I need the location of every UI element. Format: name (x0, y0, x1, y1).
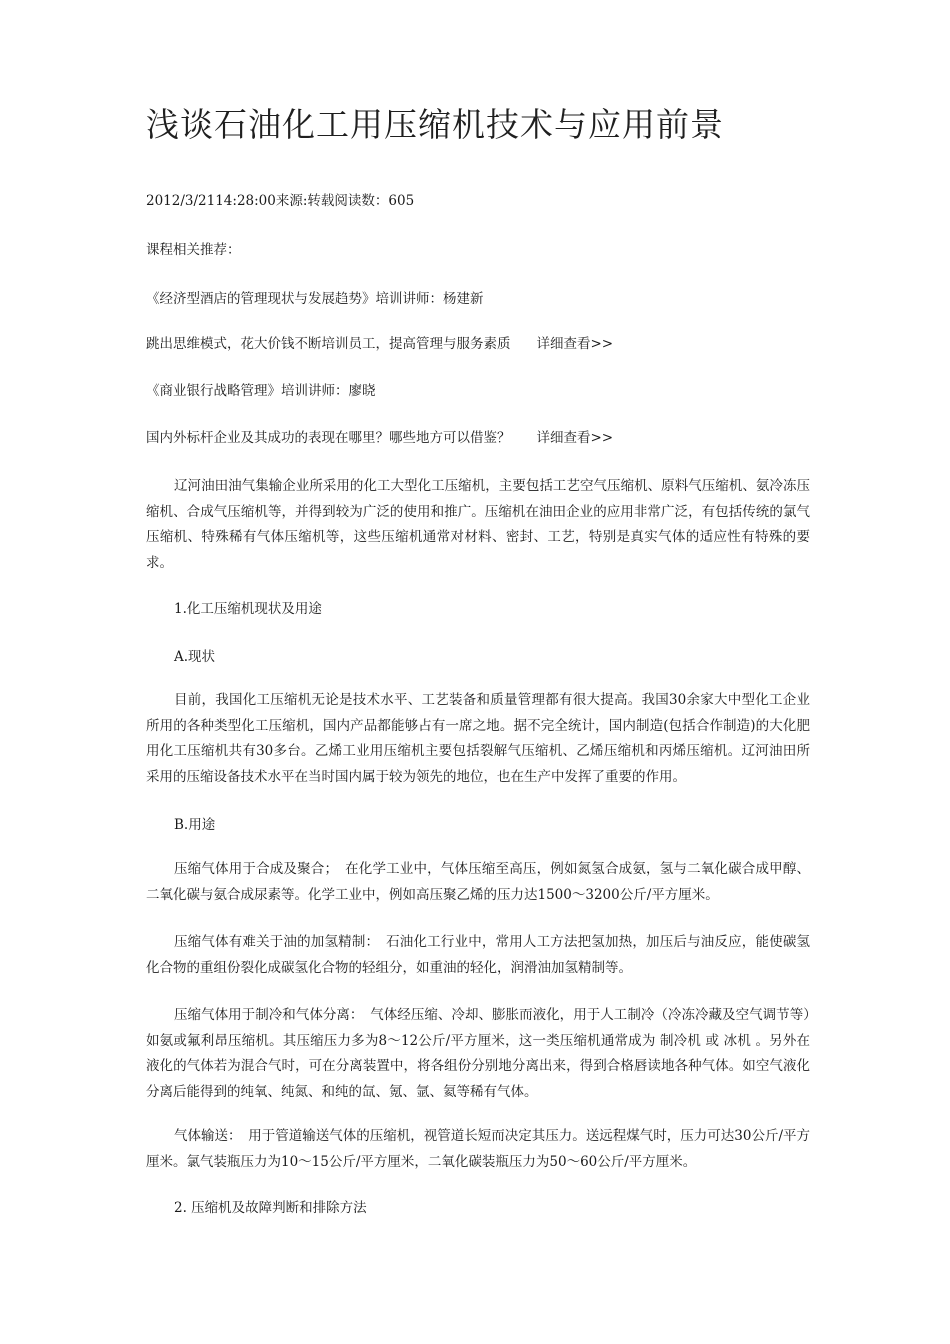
status-paragraph: 目前，我国化工压缩机无论是技术水平、工艺装备和质量管理都有很大提高。我国30余家大中型化工企业所用的各种类型化工压缩机，国内产品都能够占有一席之地。据不完全统计，国内制造(包括合作制造)的大化肥用化工压缩机共有30多台。乙烯工业用压缩机主要包括裂解气压缩机、乙烯压缩机和丙烯压缩机。辽河油田所采用的压缩设备技术水平在当时国内属于较为领先的地位，也在生产中发挥了重要的作用。 (146, 692, 810, 785)
course-desc-row-1 (146, 334, 810, 354)
subsection-heading-b: B.用途 (174, 817, 216, 833)
section-heading-1: 1.化工压缩机现状及用途 (174, 601, 322, 617)
course-desc-row-2 (146, 428, 810, 448)
use-paragraph-refrigeration: 压缩气体用于制冷和气体分离： 气体经压缩、冷却、膨胀而液化，用于人工制冷（冷冻冷藏及空气调节等）如氨或氟利昂压缩机。其压缩压力多为8～12公斤/平方厘米，这一类压缩机通常成为 制冷机 或 冰机 。另外在液化的气体若为混合气时，可在分离装置中，将各组份分别地分离出来，得到合格唇读地各种气体。如空气液化分离后能得到的纯氧、纯氮、和纯的氙、氪、氩、氦等稀有气体。 (146, 1007, 810, 1100)
article-meta: 2012/3/2114:28:00来源:转载阅读数：605 (146, 193, 415, 209)
use-paragraph-transport: 气体输送： 用于管道输送气体的压缩机，视管道长短而决定其压力。送远程煤气时，压力可达30公斤/平方厘米。氯气装瓶压力为10～15公斤/平方厘米，二氧化碳装瓶压力为50～60公斤/平方厘米。 (146, 1128, 810, 1170)
use-paragraph-synthesis: 压缩气体用于合成及聚合； 在化学工业中，气体压缩至高压，例如氮氢合成氨，氢与二氧化碳合成甲醇、二氧化碳与氨合成尿素等。化学工业中，例如高压聚乙烯的压力达1500～3200公斤/平方厘米。 (146, 861, 810, 903)
use-paragraph-hydrogenation: 压缩气体有难关于油的加氢精制： 石油化工行业中，常用人工方法把氢加热，加压后与油反应，能使碳氢化合物的重组份裂化成碳氢化合物的轻组分，如重油的轻化，润滑油加氢精制等。 (146, 934, 810, 976)
recommend-label: 课程相关推荐： (146, 242, 241, 258)
course-detail-link-2[interactable]: 详细查看>> (536, 430, 614, 446)
course-title-1: 《经济型酒店的管理现状与发展趋势》培训讲师：杨建新 (146, 291, 484, 307)
course-detail-link-1[interactable]: 详细查看>> (536, 336, 614, 352)
article-title: 浅谈石油化工用压缩机技术与应用前景 (146, 105, 724, 144)
subsection-heading-a: A.现状 (174, 649, 216, 665)
course-title-2: 《商业银行战略管理》培训讲师：廖晓 (146, 383, 376, 399)
course-desc-1: 跳出思维模式，花大价钱不断培训员工，提高管理与服务素质 (146, 336, 511, 352)
course-desc-2: 国内外标杆企业及其成功的表现在哪里？哪些地方可以借鉴？ (146, 430, 511, 446)
section-heading-2: 2. 压缩机及故障判断和排除方法 (174, 1200, 367, 1216)
intro-paragraph: 辽河油田油气集输企业所采用的化工大型化工压缩机，主要包括工艺空气压缩机、原料气压缩机、氨冷冻压缩机、合成气压缩机等，并得到较为广泛的使用和推广。压缩机在油田企业的应用非常广泛，有包括传统的氯气压缩机、特殊稀有气体压缩机等，这些压缩机通常对材料、密封、工艺，特别是真实气体的适应性有特殊的要求。 (146, 478, 810, 571)
